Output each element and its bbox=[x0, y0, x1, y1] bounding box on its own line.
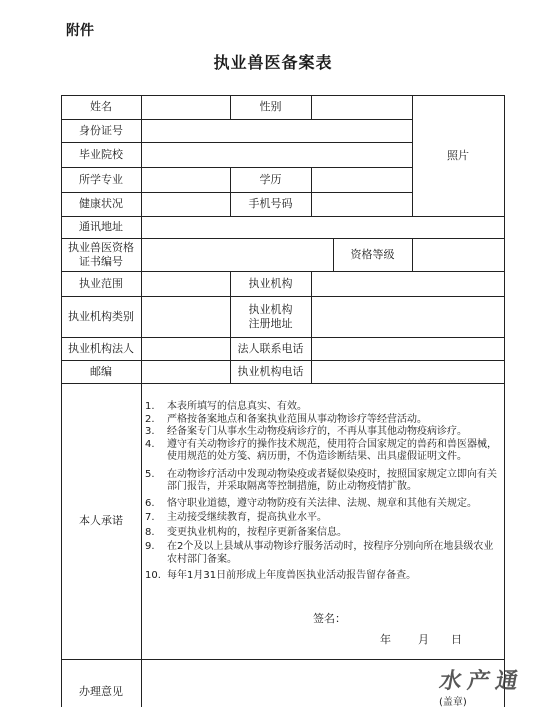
commitment-item bbox=[145, 426, 503, 439]
commitment-number: 6. bbox=[145, 497, 155, 509]
table-line bbox=[504, 95, 505, 707]
commitment-item bbox=[145, 414, 503, 427]
commitment-label: 本人承诺 bbox=[79, 514, 123, 527]
commitment-text: 在动物诊疗活动中发现动物染疫或者疑似染疫时，按照国家规定立即向有关部门报告，并采取隔离等控制措施，防止动物疫情扩散。 bbox=[167, 468, 497, 492]
record-form-table bbox=[61, 95, 505, 707]
institution-phone-label: 执业机构电话 bbox=[237, 364, 304, 378]
legal-phone-input[interactable] bbox=[312, 337, 504, 360]
institution-type-label: 执业机构类别 bbox=[68, 309, 134, 323]
commitment-item bbox=[145, 498, 503, 511]
phone-label: 手机号码 bbox=[248, 197, 293, 210]
cert-number-input[interactable] bbox=[142, 238, 333, 271]
commitment-item bbox=[145, 541, 503, 566]
education-label: 学历 bbox=[259, 172, 282, 186]
id-number-input[interactable] bbox=[142, 119, 412, 142]
commitment-item bbox=[145, 469, 503, 494]
watermark-logo: 水产通 bbox=[437, 669, 526, 694]
health-label: 健康状况 bbox=[79, 197, 123, 210]
legal-person-input[interactable] bbox=[142, 337, 230, 360]
major-label: 所学专业 bbox=[79, 172, 123, 186]
commitment-item bbox=[145, 527, 503, 540]
gender-input[interactable] bbox=[312, 95, 412, 119]
commitment-text: 变更执业机构的，按程序更新备案信息。 bbox=[167, 526, 347, 538]
commitment-number: 5. bbox=[145, 468, 155, 480]
commitment-number: 9. bbox=[145, 541, 155, 552]
education-input[interactable] bbox=[312, 167, 412, 192]
school-input[interactable] bbox=[142, 142, 412, 167]
commitment-number: 10. bbox=[145, 570, 161, 581]
commitment-text: 遵守有关动物诊疗的操作技术规范，使用符合国家规定的兽药和兽医器械，使用规范的处方笺、病历册，不伪造诊断结果、出具虚假证明文件。 bbox=[167, 438, 497, 462]
postcode-label: 邮编 bbox=[90, 364, 112, 378]
seal-label: (盖章) bbox=[439, 697, 467, 708]
major-input[interactable] bbox=[142, 167, 230, 192]
school-label: 毕业院校 bbox=[79, 147, 123, 161]
id-number-label: 身份证号 bbox=[79, 123, 123, 137]
form-title: 执业兽医备案表 bbox=[213, 53, 333, 72]
commitment-number: 1. bbox=[145, 401, 155, 412]
institution-phone-input[interactable] bbox=[312, 360, 504, 383]
commitment-number: 4. bbox=[145, 438, 155, 450]
reg-address-input[interactable] bbox=[312, 296, 504, 337]
institution-type-input[interactable] bbox=[142, 296, 230, 337]
commitment-text: 严格按备案地点和备案执业范围从事动物诊疗等经营活动。 bbox=[167, 413, 427, 425]
cert-number-label-line1: 执业兽医资格 bbox=[68, 240, 134, 254]
commitment-item bbox=[145, 439, 503, 464]
practice-scope-label: 执业范围 bbox=[79, 276, 123, 290]
commitment-list bbox=[145, 401, 503, 583]
commitment-number: 2. bbox=[145, 413, 155, 425]
opinion-label: 办理意见 bbox=[79, 685, 123, 698]
commitment-number: 7. bbox=[145, 512, 155, 523]
name-input[interactable] bbox=[142, 95, 230, 119]
attachment-label: 附件 bbox=[66, 23, 94, 39]
phone-input[interactable] bbox=[312, 192, 412, 216]
commitment-text: 恪守职业道德，遵守动物防疫有关法律、法规、规章和其他有关规定。 bbox=[167, 497, 477, 509]
date-day-label: 日 bbox=[451, 633, 462, 646]
photo-label: 照片 bbox=[447, 148, 469, 162]
practice-scope-input[interactable] bbox=[142, 271, 230, 296]
cert-number-label bbox=[61, 238, 141, 271]
commitment-text: 本表所填写的信息真实、有效。 bbox=[167, 401, 307, 412]
institution-input[interactable] bbox=[312, 271, 504, 296]
reg-address-label bbox=[230, 296, 311, 337]
name-label: 姓名 bbox=[90, 100, 112, 113]
signature-label: 签名： bbox=[313, 612, 346, 625]
commitment-item bbox=[145, 512, 503, 525]
commitment-text: 经备案专门从事水生动物疫病诊疗的，不再从事其他动物疫病诊疗。 bbox=[167, 426, 467, 437]
date-year-label: 年 bbox=[380, 633, 391, 646]
commitment-item bbox=[145, 401, 503, 414]
commitment-text: 每年1月31日前形成上年度兽医执业活动报告留存备查。 bbox=[167, 570, 417, 581]
commitment-number: 3. bbox=[145, 426, 155, 437]
commitment-text: 在2个及以上县域从事动物诊疗服务活动时，按程序分别向所在地县级农业农村部门备案。 bbox=[167, 541, 494, 565]
address-label: 通讯地址 bbox=[79, 220, 123, 233]
commitment-item bbox=[145, 570, 503, 583]
legal-phone-label: 法人联系电话 bbox=[237, 341, 304, 355]
reg-address-label-line2: 注册地址 bbox=[248, 316, 293, 330]
reg-address-label-line1: 执业机构 bbox=[248, 302, 293, 316]
commitment-text: 主动接受继续教育，提高执业水平。 bbox=[167, 512, 327, 523]
cert-level-input[interactable] bbox=[413, 238, 504, 271]
gender-label: 性别 bbox=[259, 100, 282, 113]
legal-person-label: 执业机构法人 bbox=[68, 341, 134, 355]
cert-level-label: 资格等级 bbox=[350, 247, 395, 261]
address-input[interactable] bbox=[142, 216, 504, 238]
cert-number-label-line2: 证书编号 bbox=[79, 254, 123, 268]
postcode-input[interactable] bbox=[142, 360, 230, 383]
health-input[interactable] bbox=[142, 192, 230, 216]
commitment-number: 8. bbox=[145, 526, 155, 538]
institution-label: 执业机构 bbox=[248, 276, 293, 290]
date-month-label: 月 bbox=[418, 633, 429, 646]
